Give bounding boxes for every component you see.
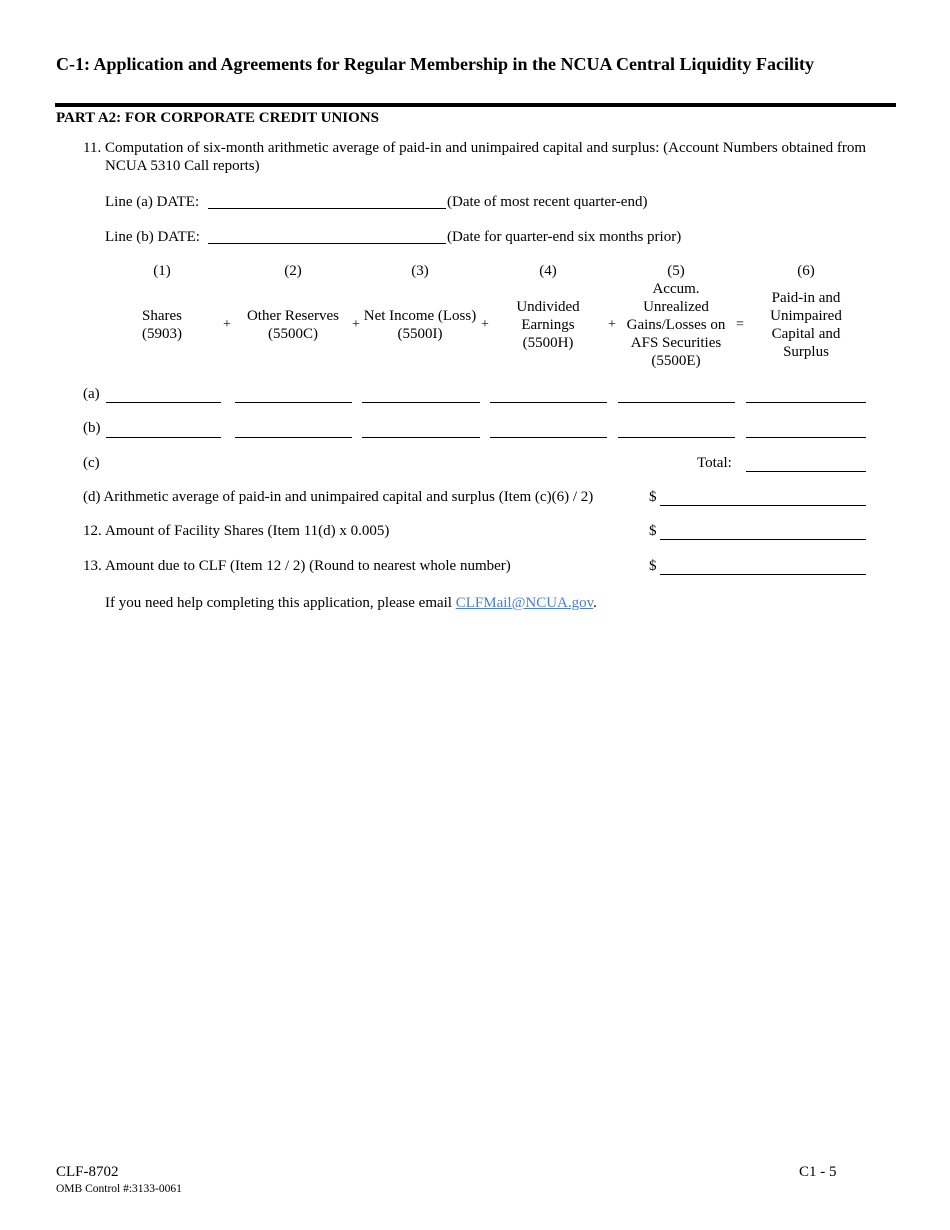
- row-a-label: (a): [83, 386, 100, 402]
- column-3-header: [360, 262, 480, 343]
- plus-operator-2: +: [352, 317, 360, 332]
- column-4-number: (4): [539, 263, 557, 279]
- row-b-accum-gains-field[interactable]: [618, 437, 735, 438]
- row-c-label: (c): [83, 455, 100, 471]
- equals-operator: =: [736, 317, 744, 332]
- help-text-prefix: If you need help completing this application, please email: [105, 595, 456, 611]
- total-field[interactable]: [746, 471, 866, 472]
- column-4-label-line2: Earnings: [521, 317, 575, 333]
- column-1-label-line1: Shares: [142, 308, 182, 324]
- item-12-amount-field[interactable]: [660, 539, 866, 540]
- column-4-label-line1: Undivided: [516, 299, 580, 315]
- item-12-number: 12.: [83, 523, 102, 539]
- column-2-label-line1: Other Reserves: [246, 308, 340, 324]
- item-11-number: 11.: [83, 140, 102, 156]
- row-a-undivided-earnings-field[interactable]: [490, 402, 607, 403]
- line-a-date-label: Line (a) DATE:: [105, 194, 200, 210]
- column-4-label-line3: (5500H): [522, 335, 574, 351]
- item-12-currency: $: [649, 523, 657, 539]
- row-b-undivided-earnings-field[interactable]: [490, 437, 607, 438]
- row-b-net-income-field[interactable]: [362, 437, 480, 438]
- page-title: C-1: Application and Agreements for Regular Membership in the NCUA Central Liquidity Facility: [56, 54, 814, 74]
- footer-page-number: C1 - 5: [799, 1164, 837, 1180]
- column-2-label-line2: (5500C): [268, 326, 318, 342]
- column-3-label-line2: (5500I): [397, 326, 443, 342]
- line-b-date-field[interactable]: [208, 243, 446, 244]
- column-1-number: (1): [153, 263, 171, 279]
- column-5-number: (5): [667, 263, 685, 279]
- line-a-date-field[interactable]: [208, 208, 446, 209]
- column-5-label-line5: (5500E): [651, 353, 701, 369]
- item-13-currency: $: [649, 558, 657, 574]
- row-b-shares-field[interactable]: [106, 437, 221, 438]
- column-6-label-line2: Unimpaired: [770, 308, 842, 324]
- plus-operator-1: +: [223, 317, 231, 332]
- column-6-number: (6): [797, 263, 815, 279]
- plus-operator-4: +: [608, 317, 616, 332]
- item-11d-text: (d) Arithmetic average of paid-in and unimpaired capital and surplus (Item (c)(6) / 2): [83, 489, 594, 505]
- column-3-label-line1: Net Income (Loss): [363, 308, 477, 324]
- column-5-label-line1: Accum.: [652, 281, 700, 297]
- footer-form-id: CLF-8702: [56, 1164, 119, 1180]
- plus-operator-3: +: [481, 317, 489, 332]
- column-2-header: [238, 262, 348, 343]
- line-b-date-label: Line (b) DATE:: [105, 229, 200, 245]
- footer-omb-control: OMB Control #:3133-0061: [56, 1183, 182, 1195]
- item-13-text: Amount due to CLF (Item 12 / 2) (Round to nearest whole number): [105, 558, 511, 574]
- column-6-label-line4: Surplus: [783, 344, 829, 360]
- column-4-header: [498, 262, 598, 352]
- line-b-date-note: (Date for quarter-end six months prior): [447, 229, 682, 245]
- item-12-text: Amount of Facility Shares (Item 11(d) x 0.005): [105, 523, 390, 539]
- column-5-label-line3: Gains/Losses on: [626, 317, 726, 333]
- item-11-text-line1: Computation of six-month arithmetic average of paid-in and unimpaired capital and surplus: (Account Numbers obtained from: [105, 140, 867, 156]
- row-a-accum-gains-field[interactable]: [618, 402, 735, 403]
- help-text-suffix: .: [593, 595, 597, 611]
- row-a-net-income-field[interactable]: [362, 402, 480, 403]
- item-13-number: 13.: [83, 558, 102, 574]
- column-6-label-line3: Capital and: [771, 326, 841, 342]
- row-b-label: (b): [83, 420, 101, 436]
- column-6-header: [756, 262, 856, 361]
- item-11-text-line2: NCUA 5310 Call reports): [105, 158, 260, 174]
- row-a-other-reserves-field[interactable]: [235, 402, 352, 403]
- item-11d-currency: $: [649, 489, 657, 505]
- column-6-label-line1: Paid-in and: [771, 290, 841, 306]
- total-label: Total:: [697, 455, 732, 471]
- row-b-paid-in-capital-field[interactable]: [746, 437, 866, 438]
- part-heading: PART A2: FOR CORPORATE CREDIT UNIONS: [56, 110, 379, 126]
- column-1-label-line2: (5903): [142, 326, 182, 342]
- line-a-date-note: (Date of most recent quarter-end): [447, 194, 648, 210]
- item-13-amount-field[interactable]: [660, 574, 866, 575]
- column-5-label-line4: AFS Securities: [630, 335, 722, 351]
- column-1-header: [112, 262, 212, 343]
- item-11d-amount-field[interactable]: [660, 505, 866, 506]
- row-a-shares-field[interactable]: [106, 402, 221, 403]
- column-5-label-line2: Unrealized: [643, 299, 709, 315]
- header-rule: [55, 103, 896, 107]
- column-3-number: (3): [411, 263, 429, 279]
- column-2-number: (2): [284, 263, 302, 279]
- help-text: [105, 594, 597, 612]
- help-email-link[interactable]: CLFMail@NCUA.gov: [455, 595, 594, 611]
- row-a-paid-in-capital-field[interactable]: [746, 402, 866, 403]
- row-b-other-reserves-field[interactable]: [235, 437, 352, 438]
- column-5-header: [616, 262, 736, 370]
